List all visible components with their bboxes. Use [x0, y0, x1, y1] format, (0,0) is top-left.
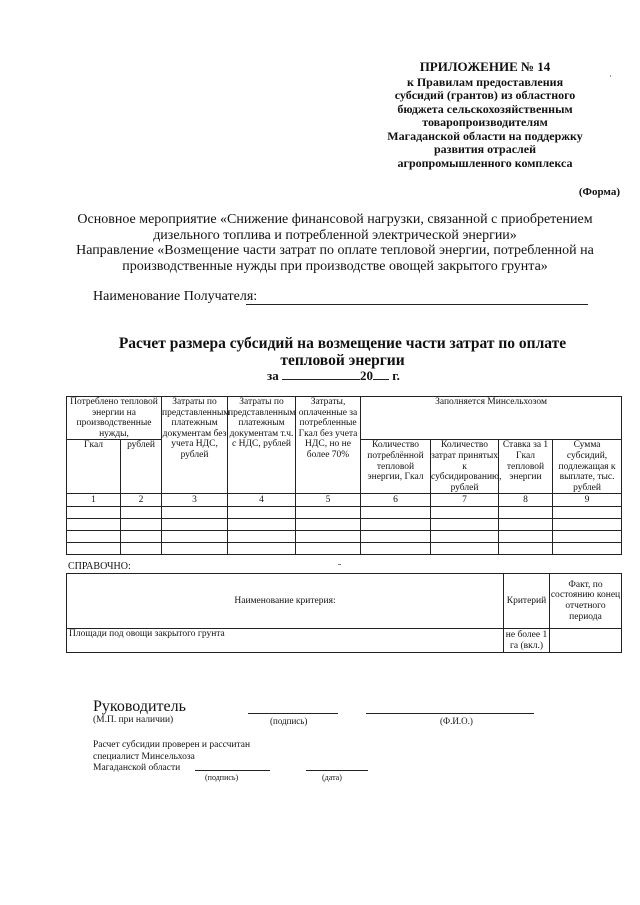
period-suffix: г. — [392, 368, 400, 383]
appendix-header — [355, 60, 615, 170]
table-cell[interactable] — [499, 531, 553, 543]
calculation-table — [66, 396, 622, 555]
specialist-signature-caption: (подпись) — [205, 773, 239, 782]
criterion-name-header: Наименование критерия: — [67, 574, 504, 629]
column-number: 4 — [228, 494, 296, 507]
fact-value[interactable] — [550, 629, 622, 653]
table-cell[interactable] — [431, 519, 499, 531]
verification-line: Магаданской области — [93, 763, 181, 773]
table-cell[interactable] — [499, 519, 553, 531]
table-cell[interactable] — [553, 507, 622, 519]
table-row — [67, 543, 622, 555]
table-cell[interactable] — [228, 519, 296, 531]
header-consumed: Потреблено тепловой энергии на производственные нужды, — [67, 397, 162, 440]
table-cell[interactable] — [296, 519, 361, 531]
table-cell[interactable] — [228, 507, 296, 519]
date-caption: (дата) — [322, 773, 342, 782]
table-cell[interactable] — [162, 543, 228, 555]
table-cell[interactable] — [296, 543, 361, 555]
header-col6: Количество потреблённой тепловой энергии, Гкал — [361, 440, 431, 494]
header-col4: Затраты по представленным платежным документам т.ч. с НДС, рублей — [228, 397, 296, 494]
signature-caption: (подпись) — [270, 716, 308, 726]
table-row — [67, 507, 622, 519]
table-cell[interactable] — [499, 507, 553, 519]
header-rub: рублей — [121, 440, 162, 494]
table-cell[interactable] — [162, 519, 228, 531]
table-cell[interactable] — [121, 543, 162, 555]
table-cell[interactable] — [67, 507, 121, 519]
header-col8: Ставка за 1 Гкал тепловой энергии — [499, 440, 553, 494]
period-prefix: за — [267, 368, 279, 383]
column-number-row — [67, 494, 622, 507]
appendix-line: бюджета сельскохозяйственным — [397, 101, 573, 116]
criterion-name: Площади под овощи закрытого грунта — [67, 629, 504, 653]
column-number: 2 — [121, 494, 162, 507]
appendix-line: Магаданской области на поддержку — [387, 128, 583, 143]
table-row — [67, 519, 622, 531]
appendix-line: к Правилам предоставления — [406, 74, 564, 89]
table-cell[interactable] — [67, 531, 121, 543]
table-cell[interactable] — [361, 507, 431, 519]
column-number: 7 — [431, 494, 499, 507]
measure-description — [40, 212, 630, 274]
reference-table — [66, 573, 622, 653]
table-cell[interactable] — [296, 507, 361, 519]
appendix-line: товаропроизводителям — [422, 115, 548, 129]
title-line: Расчет размера субсидий на возмещение части затрат по оплате — [118, 335, 567, 352]
table-cell[interactable] — [361, 531, 431, 543]
scan-mark — [338, 564, 341, 565]
specialist-signature-field[interactable] — [195, 770, 270, 771]
table-cell[interactable] — [361, 543, 431, 555]
calculation-title — [80, 335, 605, 369]
appendix-line: субсидий (грантов) из областного — [394, 88, 576, 102]
measure-line: Основное мероприятие «Снижение финансовой нагрузки, связанной с приобретением — [77, 212, 593, 227]
verification-line: Расчет субсидии проверен и рассчитан — [93, 740, 251, 750]
header-col5: Затраты, оплаченные за потребленные Гкал без учета НДС, но не более 70% — [296, 397, 361, 494]
table-cell[interactable] — [553, 519, 622, 531]
header-gcal: Гкал — [67, 440, 121, 494]
table-cell[interactable] — [162, 507, 228, 519]
recipient-label: Наименование Получателя: — [93, 289, 258, 304]
period-year: 20 — [359, 368, 373, 383]
scan-mark — [610, 75, 611, 77]
appendix-line: агропромышленного комплекса — [397, 155, 573, 170]
head-name-field[interactable] — [366, 713, 534, 714]
verification-line: специалист Минсельхоза — [93, 751, 195, 762]
table-row — [67, 531, 622, 543]
table-cell[interactable] — [296, 531, 361, 543]
reference-label: СПРАВОЧНО: — [68, 561, 131, 572]
fio-caption: (Ф.И.О.) — [440, 716, 473, 726]
criterion-value: не более 1 га (вкл.) — [504, 629, 550, 653]
column-number: 1 — [67, 494, 121, 507]
table-cell[interactable] — [228, 531, 296, 543]
appendix-line: развития отраслей — [433, 142, 537, 156]
table-cell[interactable] — [121, 531, 162, 543]
period-month-field[interactable] — [282, 369, 360, 380]
column-number: 9 — [553, 494, 622, 507]
fact-header: Факт, по состоянию конец отчетного периода — [550, 574, 622, 629]
header-ministry: Заполняется Минсельхозом — [361, 397, 622, 440]
header-col7: Количество затрат принятых к субсидированию, рублей — [431, 440, 502, 493]
recipient-name-field[interactable] — [246, 304, 588, 305]
table-cell[interactable] — [228, 543, 296, 555]
date-field[interactable] — [306, 770, 368, 771]
title-line: тепловой энергии — [280, 352, 405, 369]
column-number: 6 — [361, 494, 431, 507]
table-cell[interactable] — [361, 519, 431, 531]
column-number: 8 — [499, 494, 553, 507]
table-cell[interactable] — [121, 507, 162, 519]
table-cell[interactable] — [431, 531, 499, 543]
period-line — [267, 368, 400, 384]
stamp-note: (М.П. при наличии) — [93, 715, 174, 725]
table-cell[interactable] — [499, 543, 553, 555]
table-cell[interactable] — [431, 507, 499, 519]
criterion-header: Критерий — [504, 574, 550, 629]
table-cell[interactable] — [553, 543, 622, 555]
table-cell[interactable] — [67, 543, 121, 555]
direction-line: производственные нужды при производстве овощей закрытого грунта» — [122, 258, 548, 274]
form-label: (Форма) — [578, 186, 620, 198]
column-number: 5 — [296, 494, 361, 507]
appendix-title: ПРИЛОЖЕНИЕ № 14 — [419, 59, 551, 74]
table-cell[interactable] — [67, 519, 121, 531]
header-col3: Затраты по представленным платежным документам без учета НДС, рублей — [162, 397, 228, 494]
period-year-field[interactable] — [373, 369, 389, 380]
header-col9: Сумма субсидий, подлежащая к выплате, тыс. рублей — [553, 440, 622, 494]
table-cell[interactable] — [553, 531, 622, 543]
table-cell[interactable] — [121, 519, 162, 531]
measure-line: дизельного топлива и потребленной электрической энергии» — [153, 227, 517, 243]
column-number: 3 — [162, 494, 228, 507]
direction-line: Направление «Возмещение части затрат по оплате тепловой энергии, потребленной на — [76, 243, 594, 258]
table-cell[interactable] — [162, 531, 228, 543]
head-label: Руководитель — [93, 698, 186, 715]
table-cell[interactable] — [431, 543, 499, 555]
head-signature-field[interactable] — [248, 713, 338, 714]
